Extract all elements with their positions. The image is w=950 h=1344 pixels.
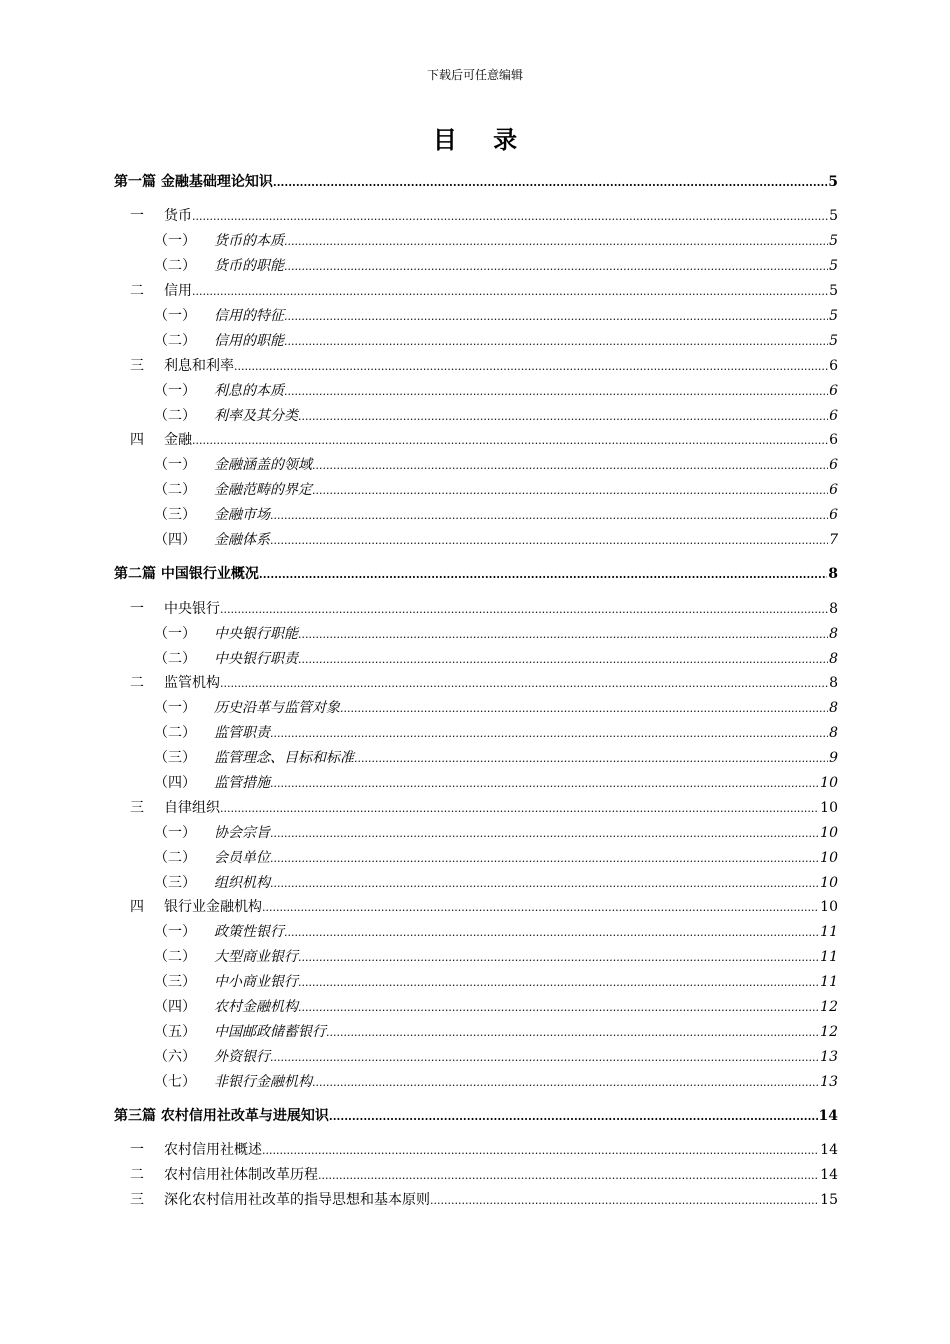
dot-leader bbox=[430, 1188, 819, 1214]
toc-entry-label: 中央银行 bbox=[164, 600, 220, 617]
toc-entry-number: （三） bbox=[154, 874, 196, 891]
toc-entry-page: 6 bbox=[829, 407, 838, 424]
dot-leader bbox=[270, 821, 819, 847]
dot-leader bbox=[284, 329, 828, 355]
dot-leader bbox=[298, 622, 828, 648]
toc-entry-number: 一 bbox=[130, 1142, 144, 1159]
toc-entry-sec[interactable] bbox=[114, 204, 838, 229]
toc-entry-page: 11 bbox=[820, 949, 838, 966]
toc-entry-page: 11 bbox=[820, 924, 838, 941]
toc-entry-label: 利率及其分类 bbox=[214, 407, 298, 424]
toc-entry-page: 6 bbox=[829, 357, 838, 374]
toc-entry-sub[interactable] bbox=[114, 696, 838, 721]
toc-entry-label: 货币 bbox=[164, 208, 192, 225]
toc-entry-label: 农村信用社概述 bbox=[164, 1142, 262, 1159]
toc-entry-part[interactable] bbox=[114, 1104, 838, 1129]
toc-entry-page: 8 bbox=[829, 600, 838, 617]
toc-entry-sec[interactable] bbox=[114, 428, 838, 453]
toc-entry-page: 6 bbox=[829, 457, 838, 474]
toc-entry-label: 信用的职能 bbox=[214, 332, 284, 349]
dot-leader bbox=[298, 945, 819, 971]
toc-entry-number: 一 bbox=[130, 600, 144, 617]
toc-entry-label: 利息和利率 bbox=[164, 357, 234, 374]
toc-entry-label: 监管职责 bbox=[214, 725, 270, 742]
toc-entry-page: 14 bbox=[820, 1167, 838, 1184]
toc-entry-page: 8 bbox=[829, 700, 838, 717]
toc-entry-sub[interactable] bbox=[114, 945, 838, 970]
toc-entry-sub[interactable] bbox=[114, 329, 838, 354]
toc-entry-page: 10 bbox=[820, 849, 838, 866]
toc-entry-label: 第二篇 中国银行业概况 bbox=[114, 566, 259, 583]
toc-entry-page: 5 bbox=[829, 258, 838, 275]
toc-entry-label: 中小商业银行 bbox=[214, 974, 298, 991]
toc-entry-page: 8 bbox=[829, 650, 838, 667]
toc-entry-label: 政策性银行 bbox=[214, 924, 284, 941]
toc-entry-label: 农村金融机构 bbox=[214, 999, 298, 1015]
toc-entry-number: 二 bbox=[130, 1167, 144, 1184]
dot-leader bbox=[329, 1104, 818, 1130]
toc-entry-page: 10 bbox=[820, 899, 838, 916]
toc-entry-number: （四） bbox=[154, 999, 196, 1015]
dot-leader bbox=[270, 1045, 819, 1071]
toc-entry-page: 15 bbox=[820, 1192, 838, 1209]
toc-entry-sub[interactable] bbox=[114, 846, 838, 871]
dot-leader bbox=[192, 428, 828, 454]
toc-entry-number: （二） bbox=[154, 332, 196, 349]
toc-entry-sub[interactable] bbox=[114, 229, 838, 254]
toc-entry-label: 历史沿革与监管对象 bbox=[214, 700, 340, 717]
toc-entry-number: （七） bbox=[154, 1073, 196, 1090]
toc-entry-label: 金融涵盖的领域 bbox=[214, 457, 312, 474]
toc-entry-sub[interactable] bbox=[114, 995, 838, 1020]
toc-entry-number: （一） bbox=[154, 625, 196, 642]
toc-entry-page: 14 bbox=[818, 1108, 838, 1125]
dot-leader bbox=[298, 995, 819, 1021]
toc-entry-sub[interactable] bbox=[114, 647, 838, 672]
toc-entry-page: 10 bbox=[820, 799, 838, 816]
toc-entry-page: 7 bbox=[829, 531, 838, 548]
dot-leader bbox=[284, 304, 828, 330]
toc-entry-sub[interactable] bbox=[114, 528, 838, 553]
toc-entry-label: 监管理念、目标和标准 bbox=[214, 750, 354, 767]
toc-entry-label: 中央银行职责 bbox=[214, 650, 298, 667]
dot-leader bbox=[273, 170, 827, 196]
dot-leader bbox=[270, 846, 819, 872]
toc-entry-sec[interactable] bbox=[114, 354, 838, 379]
dot-leader bbox=[284, 379, 828, 405]
toc-entry-sub[interactable] bbox=[114, 622, 838, 647]
toc-entry-number: （一） bbox=[154, 457, 196, 474]
toc-entry-number: （二） bbox=[154, 725, 196, 742]
toc-entry-number: （四） bbox=[154, 531, 196, 548]
toc-entry-page: 5 bbox=[829, 283, 838, 300]
toc-entry-number: （三） bbox=[154, 507, 196, 524]
toc-entry-sub[interactable] bbox=[114, 1045, 838, 1070]
dot-leader bbox=[220, 671, 828, 697]
toc-entry-label: 中央银行职能 bbox=[214, 625, 298, 642]
toc-entry-number: 一 bbox=[130, 208, 144, 225]
dot-leader bbox=[312, 478, 828, 504]
toc-entry-label: 组织机构 bbox=[214, 874, 270, 891]
toc-entry-label: 信用的特征 bbox=[214, 307, 284, 324]
toc-entry-sub[interactable] bbox=[114, 1020, 838, 1045]
toc-entry-page: 13 bbox=[820, 1048, 838, 1065]
toc-entry-label: 会员单位 bbox=[214, 849, 270, 866]
toc-entry-sub[interactable] bbox=[114, 304, 838, 329]
toc-entry-number: （一） bbox=[154, 924, 196, 941]
toc-entry-page: 10 bbox=[820, 824, 838, 841]
toc-entry-page: 14 bbox=[820, 1142, 838, 1159]
toc-entry-label: 利息的本质 bbox=[214, 382, 284, 399]
toc-entry-number: （一） bbox=[154, 233, 196, 250]
toc-entry-number: （六） bbox=[154, 1048, 196, 1065]
toc-entry-sec[interactable] bbox=[114, 1163, 838, 1188]
toc-entry-sec[interactable] bbox=[114, 895, 838, 920]
toc-entry-label: 深化农村信用社改革的指导思想和基本原则 bbox=[164, 1192, 430, 1209]
toc-entry-number: （一） bbox=[154, 700, 196, 717]
dot-leader bbox=[220, 597, 828, 623]
toc-entry-sec[interactable] bbox=[114, 1188, 838, 1213]
toc-entry-sub[interactable] bbox=[114, 254, 838, 279]
toc-entry-label: 外资银行 bbox=[214, 1048, 270, 1065]
dot-leader bbox=[284, 920, 819, 946]
toc-entry-label: 中国邮政储蓄银行 bbox=[214, 1023, 326, 1040]
dot-leader bbox=[192, 204, 828, 230]
dot-leader bbox=[270, 871, 819, 897]
toc-entry-page: 6 bbox=[829, 482, 838, 499]
dot-leader bbox=[318, 1163, 819, 1189]
toc-entry-number: （二） bbox=[154, 407, 196, 424]
toc-entry-page: 10 bbox=[820, 774, 838, 791]
toc-entry-page: 12 bbox=[820, 1023, 838, 1040]
dot-leader bbox=[192, 279, 828, 305]
dot-leader bbox=[298, 970, 819, 996]
toc-entry-label: 监管机构 bbox=[164, 675, 220, 692]
toc-entry-number: （一） bbox=[154, 382, 196, 399]
toc-entry-part[interactable] bbox=[114, 170, 838, 195]
toc-entry-label: 第三篇 农村信用社改革与进展知识 bbox=[114, 1108, 329, 1125]
dot-leader bbox=[270, 503, 828, 529]
toc-entry-number: （二） bbox=[154, 849, 196, 866]
toc-entry-number: 三 bbox=[130, 1192, 144, 1209]
table-of-contents bbox=[114, 170, 838, 1213]
toc-entry-sub[interactable] bbox=[114, 404, 838, 429]
toc-entry-sub[interactable] bbox=[114, 821, 838, 846]
dot-leader bbox=[234, 354, 828, 380]
toc-entry-number: （二） bbox=[154, 482, 196, 499]
toc-entry-sub[interactable] bbox=[114, 920, 838, 945]
toc-entry-label: 货币的职能 bbox=[214, 258, 284, 275]
toc-entry-label: 农村信用社体制改革历程 bbox=[164, 1167, 318, 1184]
toc-entry-page: 5 bbox=[829, 307, 838, 324]
toc-entry-number: 三 bbox=[130, 357, 144, 374]
toc-entry-label: 自律组织 bbox=[164, 799, 220, 816]
toc-entry-sub[interactable] bbox=[114, 721, 838, 746]
toc-entry-label: 信用 bbox=[164, 283, 192, 300]
toc-entry-page: 8 bbox=[829, 675, 838, 692]
toc-entry-label: 金融市场 bbox=[214, 507, 270, 524]
toc-entry-page: 9 bbox=[829, 750, 838, 767]
toc-entry-number: （一） bbox=[154, 307, 196, 324]
dot-leader bbox=[284, 254, 828, 280]
dot-leader bbox=[262, 895, 819, 921]
toc-entry-page: 5 bbox=[829, 208, 838, 225]
toc-entry-label: 金融 bbox=[164, 432, 192, 449]
page-title: 目 录 bbox=[432, 125, 532, 154]
dot-leader bbox=[312, 1070, 819, 1096]
toc-entry-label: 第一篇 金融基础理论知识 bbox=[114, 174, 273, 190]
toc-entry-page: 6 bbox=[829, 382, 838, 399]
toc-entry-page: 8 bbox=[829, 625, 838, 642]
dot-leader bbox=[340, 696, 828, 722]
toc-entry-page: 12 bbox=[820, 999, 838, 1015]
page-header: 下载后可任意编辑 bbox=[426, 68, 523, 82]
toc-entry-sec[interactable] bbox=[114, 597, 838, 622]
dot-leader bbox=[298, 404, 828, 430]
toc-entry-sec[interactable] bbox=[114, 279, 838, 304]
toc-entry-label: 监管措施 bbox=[214, 774, 270, 791]
dot-leader bbox=[326, 1020, 819, 1046]
toc-entry-label: 金融范畴的界定 bbox=[214, 482, 312, 499]
toc-entry-sub[interactable] bbox=[114, 1070, 838, 1095]
toc-entry-label: 银行业金融机构 bbox=[164, 899, 262, 916]
toc-entry-page: 5 bbox=[829, 332, 838, 349]
toc-entry-label: 协会宗旨 bbox=[214, 824, 270, 841]
toc-entry-number: （二） bbox=[154, 258, 196, 275]
toc-entry-label: 金融体系 bbox=[214, 531, 270, 548]
toc-entry-sub[interactable] bbox=[114, 771, 838, 796]
dot-leader bbox=[354, 746, 828, 772]
toc-entry-page: 6 bbox=[829, 432, 838, 449]
toc-entry-number: 二 bbox=[130, 283, 144, 300]
dot-leader bbox=[270, 528, 828, 554]
toc-entry-sub[interactable] bbox=[114, 871, 838, 896]
toc-entry-sub[interactable] bbox=[114, 379, 838, 404]
toc-entry-sub[interactable] bbox=[114, 503, 838, 528]
dot-leader bbox=[220, 796, 819, 822]
toc-entry-sub[interactable] bbox=[114, 478, 838, 503]
toc-entry-sec[interactable] bbox=[114, 671, 838, 696]
toc-entry-label: 货币的本质 bbox=[214, 233, 284, 250]
dot-leader bbox=[298, 647, 828, 673]
toc-entry-page: 5 bbox=[828, 174, 838, 190]
toc-entry-part[interactable] bbox=[114, 562, 838, 587]
toc-entry-page: 13 bbox=[820, 1073, 838, 1090]
toc-entry-number: （三） bbox=[154, 974, 196, 991]
toc-entry-number: （一） bbox=[154, 824, 196, 841]
dot-leader bbox=[259, 562, 827, 588]
toc-entry-sec[interactable] bbox=[114, 796, 838, 821]
toc-entry-page: 5 bbox=[829, 233, 838, 250]
toc-entry-number: 三 bbox=[130, 799, 144, 816]
toc-entry-number: （四） bbox=[154, 774, 196, 791]
toc-entry-page: 6 bbox=[829, 507, 838, 524]
toc-entry-page: 8 bbox=[829, 725, 838, 742]
dot-leader bbox=[312, 453, 828, 479]
toc-entry-sec[interactable] bbox=[114, 1138, 838, 1163]
toc-entry-page: 11 bbox=[820, 974, 838, 991]
toc-entry-label: 大型商业银行 bbox=[214, 949, 298, 966]
toc-entry-sub[interactable] bbox=[114, 746, 838, 771]
toc-entry-page: 10 bbox=[820, 874, 838, 891]
toc-entry-page: 8 bbox=[828, 566, 838, 583]
toc-entry-sub[interactable] bbox=[114, 970, 838, 995]
toc-entry-number: 四 bbox=[130, 432, 144, 449]
dot-leader bbox=[270, 721, 828, 747]
toc-entry-number: （二） bbox=[154, 949, 196, 966]
toc-entry-label: 非银行金融机构 bbox=[214, 1073, 312, 1090]
toc-entry-number: 二 bbox=[130, 675, 144, 692]
toc-entry-sub[interactable] bbox=[114, 453, 838, 478]
toc-entry-number: 四 bbox=[130, 899, 144, 916]
dot-leader bbox=[284, 229, 828, 255]
toc-entry-number: （五） bbox=[154, 1023, 196, 1040]
dot-leader bbox=[270, 771, 819, 797]
toc-entry-number: （三） bbox=[154, 750, 196, 767]
toc-entry-number: （二） bbox=[154, 650, 196, 667]
dot-leader bbox=[262, 1138, 819, 1164]
